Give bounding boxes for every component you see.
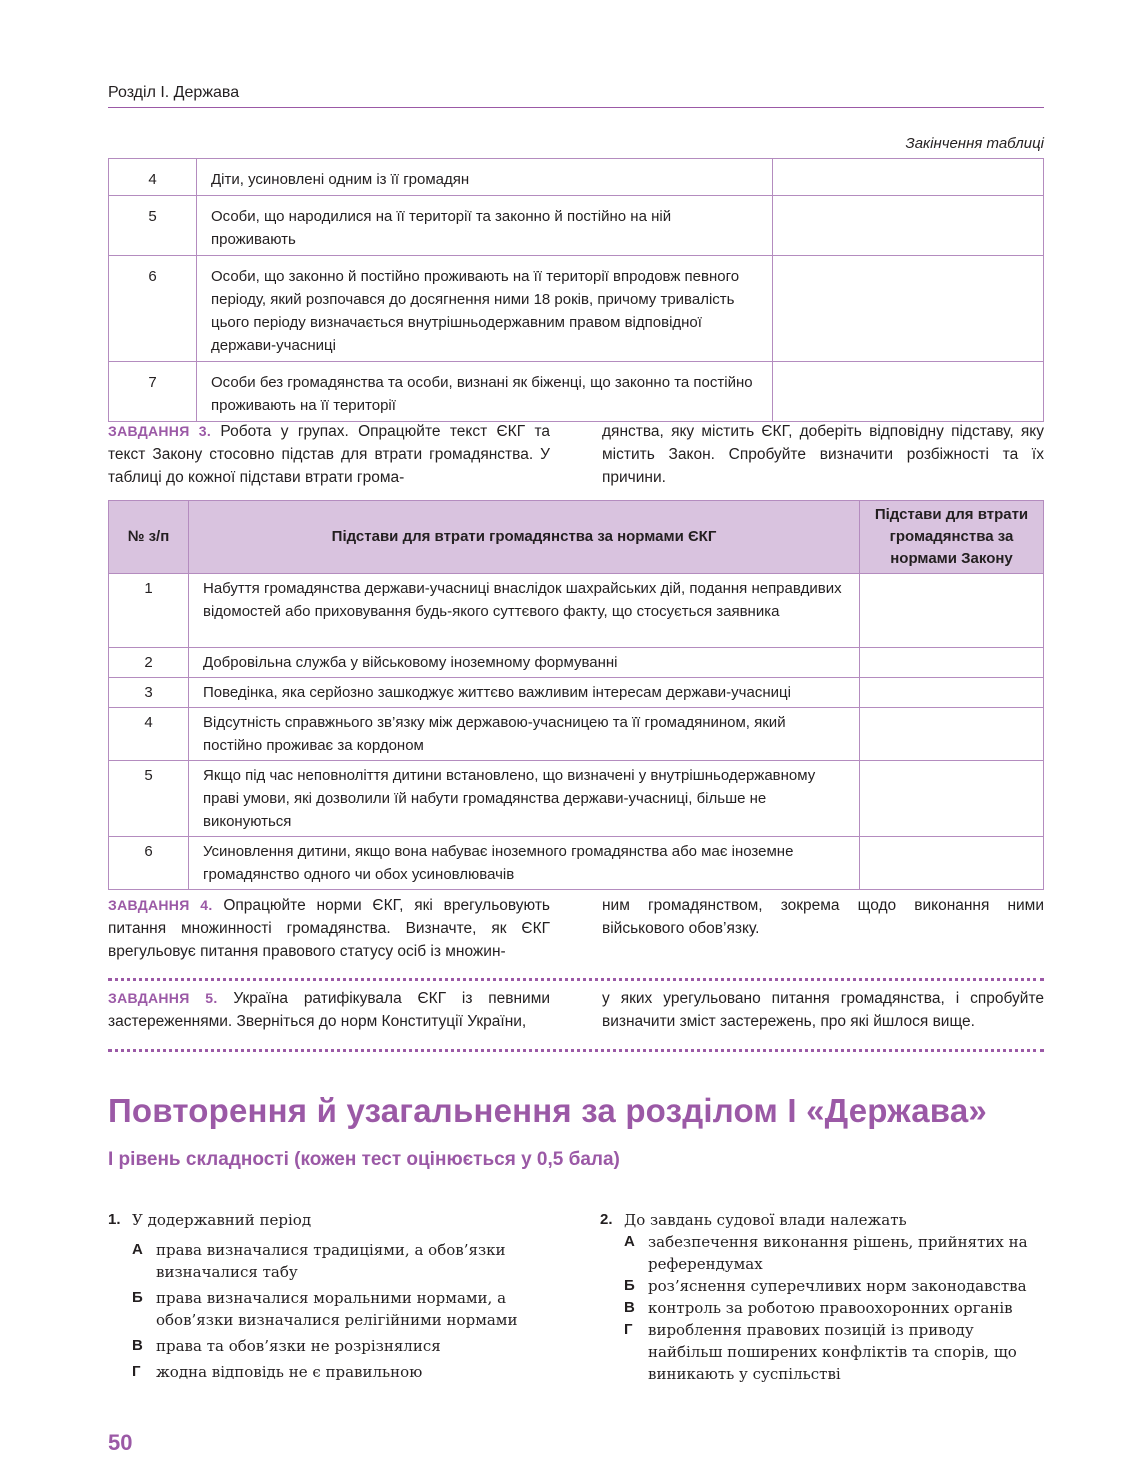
row-number: 5 [109, 761, 189, 837]
task-5 [108, 987, 1044, 1033]
header-ekg: Підстави для втрати громадянства за нормами ЄКГ [189, 501, 860, 574]
table-row [109, 196, 1044, 256]
row-number: 1 [109, 574, 189, 648]
option-text: вироблення правових позицій із приводу найбільш поширених конфліктів та спорів, що виникають у суспільстві [648, 1321, 1017, 1383]
task-3 [108, 420, 1044, 489]
table-caption: Закінчення таблиці [905, 135, 1044, 152]
answer-option-v[interactable] [624, 1297, 1050, 1319]
row-text: Якщо під час неповноліття дитини встановлено, що визначені у внутрішньодержавному праві умови, які дозволили їй набути громадянства держави-учасниці, більше не виконуються [189, 761, 860, 837]
option-text: права та обов’язки не розрізнялися [156, 1337, 441, 1355]
option-text: жодна відповідь не є правильною [156, 1363, 423, 1381]
answer-cell[interactable] [860, 837, 1044, 890]
row-number: 4 [109, 708, 189, 761]
table-row [109, 362, 1044, 422]
table-row [109, 761, 1044, 837]
answer-option-v[interactable] [132, 1335, 578, 1357]
task-5-right: у яких урегульовано питання громадянства, і спробуйте визначити зміст застережень, про які йшлося вище. [602, 990, 1044, 1030]
answer-option-b[interactable] [132, 1287, 578, 1331]
question-stem: У додержавний період [132, 1211, 312, 1229]
answer-cell[interactable] [860, 761, 1044, 837]
answer-option-b[interactable] [624, 1275, 1050, 1297]
row-text: Добровільна служба у військовому іноземному формуванні [189, 648, 860, 678]
task-3-left [108, 420, 550, 489]
option-letter: Г [132, 1363, 141, 1380]
question-number: 2. [600, 1211, 613, 1228]
answer-cell[interactable] [860, 574, 1044, 648]
option-letter: В [624, 1299, 635, 1316]
task-3-text-left: Робота у групах. Опрацюйте текст ЄКГ та текст Закону стосовно підстав для втрати громадянства. У таблиці до кожної підстави втрати грома- [108, 423, 550, 486]
header-law: Підстави для втрати громадянства за нормами Закону [860, 501, 1044, 574]
row-text: Відсутність справжнього зв’язку між державою-учасницею та її громадянином, який постійно проживає за кордоном [189, 708, 860, 761]
option-letter: А [132, 1241, 143, 1258]
answer-cell[interactable] [860, 708, 1044, 761]
row-number: 3 [109, 678, 189, 708]
answer-cell[interactable] [773, 159, 1044, 196]
answer-cell[interactable] [773, 196, 1044, 256]
row-text: Поведінка, яка серйозно зашкоджує життєво важливим інтересам держави-учасниці [189, 678, 860, 708]
table-row [109, 678, 1044, 708]
question-1 [108, 1209, 578, 1383]
table-row [109, 256, 1044, 362]
row-text: Особи без громадянства та особи, визнані як біженці, що законно та постійно проживають на її території [197, 362, 773, 422]
dotted-divider [108, 1049, 1044, 1052]
level-title: І рівень складності (кожен тест оцінюється у 0,5 бала) [108, 1149, 620, 1170]
task-3-right: дянства, яку містить ЄКГ, доберіть відповідну підставу, яку містить Закон. Спробуйте визначити розбіжності та їх причини. [602, 423, 1044, 486]
table-row [109, 159, 1044, 196]
task-4-left [108, 894, 550, 963]
task-4-text-left: Опрацюйте норми ЄКГ, які врегульовують питання множинності громадянства. Визначте, як ЄКГ врегульовує питання правового статусу осіб із множин- [108, 897, 550, 960]
question-stem: До завдань судової влади належать [624, 1211, 907, 1229]
question-2 [600, 1209, 1050, 1385]
task-5-text-left: Україна ратифікувала ЄКГ із певними застереженнями. Зверніться до норм Конституції України, [108, 990, 551, 1030]
task-3-label: ЗАВДАННЯ 3. [108, 423, 212, 439]
table-row [109, 648, 1044, 678]
option-text: контроль за роботою правоохоронних органів [648, 1299, 1013, 1317]
row-number: 4 [109, 159, 197, 196]
table-header-row [109, 501, 1044, 574]
answer-option-a[interactable] [132, 1239, 578, 1283]
task-5-left [108, 987, 550, 1033]
row-number: 6 [109, 837, 189, 890]
option-text: забезпечення виконання рішень, прийнятих на референдумах [648, 1233, 1028, 1273]
row-text: Усиновлення дитини, якщо вона набуває іноземного громадянства або має іноземне громадянство одного чи обох усиновлювачів [189, 837, 860, 890]
question-number: 1. [108, 1211, 121, 1228]
table-row [109, 837, 1044, 890]
dotted-divider [108, 978, 1044, 981]
option-text: права визначалися моральними нормами, а обов’язки визначалися релігійними нормами [156, 1289, 518, 1329]
option-letter: Б [132, 1289, 143, 1306]
answer-cell[interactable] [773, 256, 1044, 362]
task-4 [108, 894, 1044, 963]
row-text: Діти, усиновлені одним із її громадян [197, 159, 773, 196]
section-title: Повторення й узагальнення за розділом І «Держава» [108, 1092, 987, 1129]
answer-cell[interactable] [860, 648, 1044, 678]
task-5-label: ЗАВДАННЯ 5. [108, 990, 218, 1006]
task-4-right: ним громадянством, зокрема щодо виконання ними військового обов’язку. [602, 897, 1044, 937]
row-number: 7 [109, 362, 197, 422]
task-4-label: ЗАВДАННЯ 4. [108, 897, 213, 913]
table-row [109, 574, 1044, 648]
citizenship-acquisition-table [108, 158, 1044, 422]
table-row [109, 708, 1044, 761]
row-number: 2 [109, 648, 189, 678]
row-text: Особи, що народилися на її території та законно й постійно на ній проживають [197, 196, 773, 256]
option-letter: В [132, 1337, 143, 1354]
running-head: Розділ І. Держава [108, 84, 1044, 108]
answer-option-a[interactable] [624, 1231, 1050, 1275]
row-number: 5 [109, 196, 197, 256]
answer-option-g[interactable] [624, 1319, 1050, 1385]
page-number: 50 [108, 1430, 133, 1455]
answer-cell[interactable] [860, 678, 1044, 708]
answer-option-g[interactable] [132, 1361, 578, 1383]
row-number: 6 [109, 256, 197, 362]
option-letter: А [624, 1233, 635, 1250]
citizenship-loss-table [108, 500, 1044, 890]
option-letter: Б [624, 1277, 635, 1294]
answer-cell[interactable] [773, 362, 1044, 422]
header-number: № з/п [109, 501, 189, 574]
row-text: Набуття громадянства держави-учасниці внаслідок шахрайських дій, подання неправдивих відомостей або приховування будь-якого суттєвого факту, що стосується заявника [189, 574, 860, 648]
option-text: права визначалися традиціями, а обов’язки визначалися табу [156, 1241, 506, 1281]
option-text: роз’яснення суперечливих норм законодавства [648, 1277, 1027, 1295]
row-text: Особи, що законно й постійно проживають на її території впродовж певного періоду, який розпочався до досягнення ними 18 років, причому тривалість цього періоду визначається внутрішньодержавним правом відповідної держави-учасниці [197, 256, 773, 362]
option-letter: Г [624, 1321, 633, 1338]
